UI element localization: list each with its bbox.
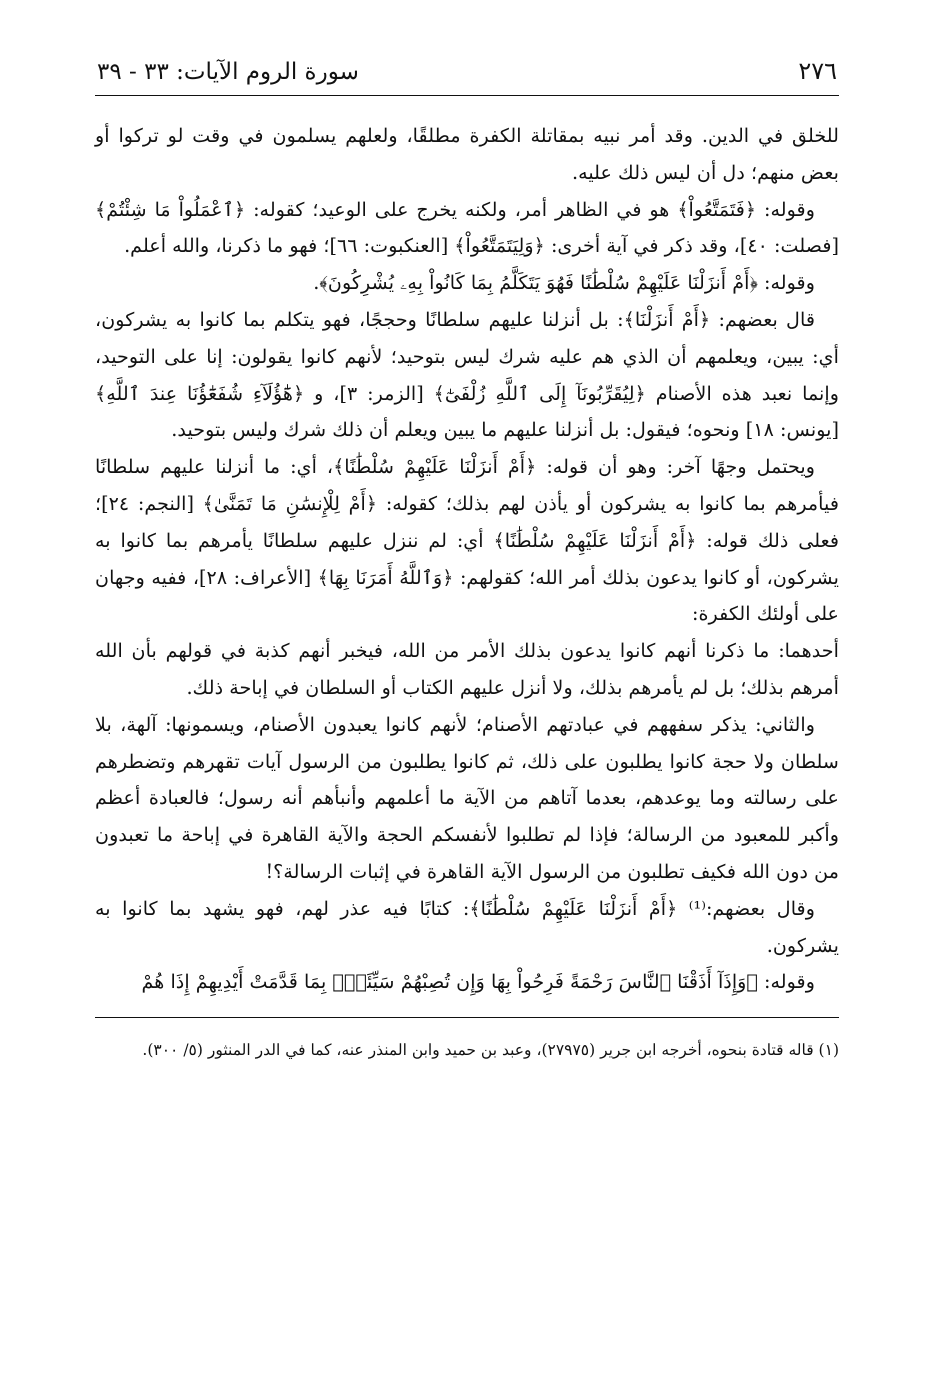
paragraph-2: وقوله: ﴿فَتَمَتَّعُواْ﴾ هو في الظاهر أمر، ولكنه يخرج على الوعيد؛ كقوله: ﴿ٱعْمَلُواْ مَا شِئْتُمْ﴾ [فصلت: ٤٠]، وقد ذكر في آية أخرى: ﴿وَلِيَتَمَتَّعُواْ﴾ [العنكبوت: ٦٦]؛ فهو ما ذكرنا، والله أعلم.: [95, 197, 839, 258]
page-number: ٢٧٦: [798, 57, 837, 85]
footnote-1: (١) قاله قتادة بنحوه، أخرجه ابن جرير (٢٧٩٧٥)، وعبد بن حميد وابن المنذر عنه، كما في الدر المنثور (٥/ ٣٠٠).: [142, 1041, 839, 1060]
paragraph-9: وقوله: ﴿وَإِذَآ أَذَقْنَا ٱلنَّاسَ رَحْمَةً فَرِحُواْ بِهَا وَإِن تُصِبْهُمْ سَيِّئَةٌۢ بِمَا قَدَّمَتْ أَيْدِيهِمْ إِذَا هُمْ: [141, 970, 815, 994]
paragraph-1: للخلق في الدين. وقد أمر نبيه بمقاتلة الكفرة مطلقًا، ولعلهم يسلمون في وقت لو تركوا أو بعض منهم؛ دل أن ليس ذلك عليه.: [95, 124, 839, 184]
main-text: [95, 118, 839, 1001]
footnotes: [95, 1017, 839, 1065]
paragraph-8: وقال بعضهم:⁽¹⁾ ﴿أَمْ أَنزَلْنَا عَلَيْهِمْ سُلْطَٰنًا﴾: كتابًا فيه عذر لهم، فهو يشهد بما كانوا به يشركون.: [95, 896, 839, 957]
paragraph-3: وقوله: ﴿أَمْ أَنزَلْنَا عَلَيْهِمْ سُلْطَٰنًا فَهُوَ يَتَكَلَّمُ بِمَا كَانُواْ بِهِۦ يُشْرِكُونَ﴾.: [313, 271, 815, 295]
paragraph-7: والثاني: يذكر سفههم في عبادتهم الأصنام؛ لأنهم كانوا يعبدون الأصنام، ويسمونها: آلهة، بلا سلطان ولا حجة كانوا يطلبون على ذلك، ثم كانوا يطلبون من الرسول آيات تقهرهم وتضطرهم على رسالته وما يوعدهم، بعدما آتاهم من الآية ما أعلمهم وأنبأهم أنه رسول؛ فالعبادة أعظم وأكبر للمعبود من الرسالة؛ فإذا لم تطلبوا لأنفسكم الحجة والآية القاهرة في إباحة ما تعبدون من دون الله فكيف تطلبون من الرسول الآية القاهرة في إثبات الرسالة؟!: [95, 712, 839, 883]
chapter-title: سورة الروم الآيات: ٣٣ - ٣٩: [97, 59, 359, 85]
paragraph-5: ويحتمل وجهًا آخر: وهو أن قوله: ﴿أَمْ أَنزَلْنَا عَلَيْهِمْ سُلْطَٰنًا﴾، أي: ما أنزلنا عليهم سلطانًا فيأمرهم بما كانوا به يشركون أو يأذن لهم بذلك؛ كقوله: ﴿أَمْ لِلْإِنسَٰنِ مَا تَمَنَّىٰ﴾ [النجم: ٢٤]؛ فعلى ذلك قوله: ﴿أَمْ أَنزَلْنَا عَلَيْهِمْ سُلْطَٰنًا﴾ أي: لم ننزل عليهم سلطانًا يأمرهم بما كانوا به يشركون، أو كانوا يدعون بذلك أمر الله؛ كقولهم: ﴿وَٱللَّهُ أَمَرَنَا بِهَا﴾ [الأعراف: ٢٨]، ففيه وجهان على أولئك الكفرة:: [95, 455, 839, 626]
paragraph-4: قال بعضهم: ﴿أَمْ أَنزَلْنَا﴾: بل أنزلنا عليهم سلطانًا وحججًا، فهو يتكلم بما كانوا به يشركون، أي: يبين، ويعلمهم أن الذي هم عليه شرك ليس بتوحيد؛ لأنهم كانوا يقولون: إنا على التوحيد، وإنما نعبد هذه الأصنام ﴿لِيُقَرِّبُونَآ إِلَى ٱللَّهِ زُلْفَىٰٓ﴾ [الزمر: ٣]، و ﴿هَٰٓؤُلَآءِ شُفَعَٰٓؤُنَا عِندَ ٱللَّهِ﴾ [يونس: ١٨] ونحوه؛ فيقول: بل أنزلنا عليهم ما يبين ويعلم أن ذلك شرك وليس بتوحيد.: [95, 307, 839, 442]
running-header: [95, 55, 839, 96]
paragraph-6: أحدهما: ما ذكرنا أنهم كانوا يدعون بذلك الأمر من الله، فيخبر أنهم كذبة في قولهم بأن الله أمرهم بذلك؛ بل لم يأمرهم بذلك، ولا أنزل عليهم الكتاب أو السلطان في إباحة ذلك.: [95, 639, 839, 699]
book-page: [95, 55, 839, 1065]
